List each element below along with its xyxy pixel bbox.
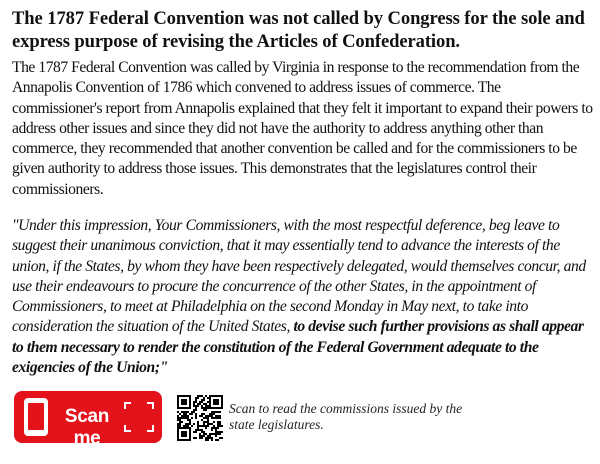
qr-finder-bottom-left <box>177 427 191 441</box>
body-paragraph: The 1787 Federal Convention was called by Virginia in response to the recommendation from the Annapolis Convention of 1786 which convened to address issues of commerce. The commissioner's report from Annapolis explained that they felt it important to expand their powers to address other issues and since they did not have the authority to address anything other than commerce, they recommended that another convention be called and for the commissioners to be given authority to address those issues. This demonstrates that the legislatures control their commissioners. <box>12 59 593 198</box>
scan-me-label: Scan me <box>64 406 110 449</box>
qr-finder-top-left <box>177 395 191 409</box>
page-heading: The 1787 Federal Convention was not called by Congress for the sole and express purpose of revising the Articles of Confederation. <box>12 8 585 52</box>
quote-emphasis: to devise such further provisions as shall appear to them necessary to render the constitution of the Federal Government adequate to the exigencies of the Union;" <box>12 318 584 377</box>
quote-text: "Under this impression, Your Commissioners, with the most respectful deference, beg leave to suggest their unanimous conviction, that it may essentially tend to advance the interests of the union, if the States, by whom they have been respectively delegated, would themselves concur, and use their endeavours to procure the concurrence of the other States, in the appointment of Commissioners, to meet at Philadelphia on the second Monday in May next, to take into consideration the situation of the United States, <box>12 217 586 336</box>
qr-code[interactable] <box>176 394 224 442</box>
qr-caption: Scan to read the commissions issued by the state legislatures. <box>229 401 463 432</box>
scan-frame-icon <box>124 402 154 432</box>
scan-me-button[interactable] <box>14 391 162 449</box>
qr-finder-top-right <box>209 395 223 409</box>
quotation <box>12 216 596 378</box>
phone-icon <box>24 398 48 436</box>
